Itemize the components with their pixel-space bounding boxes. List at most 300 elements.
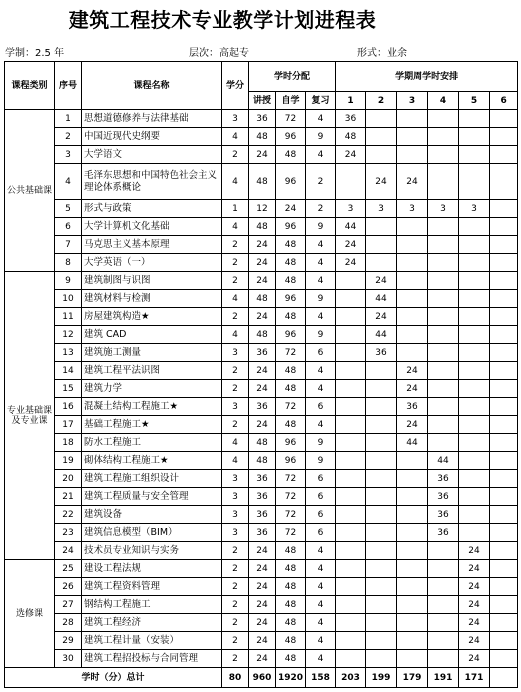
- semester-5-hours: [459, 488, 490, 506]
- course-name: 建筑工程资料管理: [82, 578, 222, 596]
- semester-3-hours: [397, 560, 428, 578]
- semester-6-hours: [490, 416, 518, 434]
- course-credit: 3: [222, 506, 249, 524]
- course-credit: 2: [222, 146, 249, 164]
- course-credit: 2: [222, 542, 249, 560]
- semester-6-hours: [490, 272, 518, 290]
- semester-1-hours: [336, 488, 366, 506]
- course-name: 建筑施工测量: [82, 344, 222, 362]
- page-title: [0, 4, 521, 33]
- semester-6-hours: [490, 380, 518, 398]
- semester-2-hours: [366, 650, 397, 668]
- review-hours: 6: [306, 344, 336, 362]
- course-credit: 2: [222, 614, 249, 632]
- lecture-hours: 24: [249, 254, 276, 272]
- semester-3-hours: [397, 146, 428, 164]
- semester-5-hours: [459, 380, 490, 398]
- table-row: [5, 650, 518, 668]
- semester-3-hours: [397, 128, 428, 146]
- course-name: 中国近现代史纲要: [82, 128, 222, 146]
- semester-6-hours: [490, 632, 518, 650]
- semester-2-hours: [366, 218, 397, 236]
- lecture-hours: 48: [249, 128, 276, 146]
- semester-4-hours: 44: [428, 452, 459, 470]
- semester-5-hours: [459, 164, 490, 200]
- self-study-hours: 96: [276, 218, 306, 236]
- review-hours: 4: [306, 380, 336, 398]
- semester-5-hours: 24: [459, 596, 490, 614]
- course-no: 22: [55, 506, 82, 524]
- review-hours: 2: [306, 164, 336, 200]
- semester-1-hours: [336, 380, 366, 398]
- table-row: [5, 128, 518, 146]
- table-row: [5, 236, 518, 254]
- total-review: 158: [306, 668, 336, 688]
- course-credit: 2: [222, 254, 249, 272]
- course-no: 18: [55, 434, 82, 452]
- lecture-hours: 12: [249, 200, 276, 218]
- course-no: 27: [55, 596, 82, 614]
- table-row: [5, 290, 518, 308]
- course-no: 23: [55, 524, 82, 542]
- review-hours: 4: [306, 416, 336, 434]
- review-hours: 6: [306, 398, 336, 416]
- review-hours: 4: [306, 110, 336, 128]
- total-semester-4: 191: [428, 668, 459, 688]
- lecture-hours: 24: [249, 362, 276, 380]
- semester-6-hours: [490, 650, 518, 668]
- semester-4-hours: [428, 578, 459, 596]
- semester-6-hours: [490, 110, 518, 128]
- self-study-hours: 72: [276, 506, 306, 524]
- course-no: 14: [55, 362, 82, 380]
- semester-6-hours: [490, 344, 518, 362]
- header-review: 复习: [306, 92, 336, 110]
- total-semester-1: 203: [336, 668, 366, 688]
- duration-label: 学制：2.5 年: [5, 48, 65, 59]
- course-no: 10: [55, 290, 82, 308]
- self-study-hours: 48: [276, 632, 306, 650]
- course-credit: 4: [222, 164, 249, 200]
- course-no: 7: [55, 236, 82, 254]
- semester-2-hours: [366, 380, 397, 398]
- course-credit: 4: [222, 326, 249, 344]
- course-name: 建筑制图与识图: [82, 272, 222, 290]
- review-hours: 6: [306, 470, 336, 488]
- lecture-hours: 48: [249, 164, 276, 200]
- header-sem-6: 6: [490, 92, 518, 110]
- semester-2-hours: [366, 434, 397, 452]
- semester-1-hours: [336, 470, 366, 488]
- table-row: [5, 326, 518, 344]
- review-hours: 4: [306, 542, 336, 560]
- semester-3-hours: [397, 614, 428, 632]
- semester-6-hours: [490, 488, 518, 506]
- semester-1-hours: [336, 542, 366, 560]
- lecture-hours: 24: [249, 380, 276, 398]
- semester-2-hours: [366, 416, 397, 434]
- semester-2-hours: [366, 560, 397, 578]
- page-title-text: 建筑工程技术专业教学计划进程表: [68, 8, 377, 32]
- semester-3-hours: [397, 632, 428, 650]
- course-name: 建筑工程质量与安全管理: [82, 488, 222, 506]
- lecture-hours: 36: [249, 506, 276, 524]
- course-credit: 3: [222, 398, 249, 416]
- total-semester-5: 171: [459, 668, 490, 688]
- review-hours: 4: [306, 560, 336, 578]
- semester-4-hours: [428, 326, 459, 344]
- table-row: [5, 434, 518, 452]
- review-hours: 9: [306, 290, 336, 308]
- semester-5-hours: [459, 236, 490, 254]
- self-study-hours: 48: [276, 308, 306, 326]
- semester-5-hours: 24: [459, 578, 490, 596]
- review-hours: 4: [306, 308, 336, 326]
- semester-6-hours: [490, 254, 518, 272]
- semester-3-hours: [397, 542, 428, 560]
- course-no: 9: [55, 272, 82, 290]
- semester-4-hours: 3: [428, 200, 459, 218]
- form-label: 形式：业余: [357, 48, 407, 59]
- semester-6-hours: [490, 578, 518, 596]
- semester-2-hours: [366, 632, 397, 650]
- semester-1-hours: [336, 398, 366, 416]
- course-credit: 2: [222, 578, 249, 596]
- course-name: 形式与政策: [82, 200, 222, 218]
- self-study-hours: 48: [276, 650, 306, 668]
- self-study-hours: 72: [276, 470, 306, 488]
- review-hours: 4: [306, 650, 336, 668]
- semester-1-hours: [336, 524, 366, 542]
- semester-1-hours: [336, 416, 366, 434]
- lecture-hours: 24: [249, 578, 276, 596]
- course-name: 技术员专业知识与实务: [82, 542, 222, 560]
- header-row: [5, 62, 518, 92]
- semester-4-hours: [428, 416, 459, 434]
- table-row: [5, 452, 518, 470]
- semester-4-hours: [428, 596, 459, 614]
- review-hours: 6: [306, 506, 336, 524]
- course-no: 30: [55, 650, 82, 668]
- course-no: 15: [55, 380, 82, 398]
- semester-5-hours: [459, 308, 490, 326]
- self-study-hours: 48: [276, 362, 306, 380]
- course-name: 防水工程施工: [82, 434, 222, 452]
- course-no: 6: [55, 218, 82, 236]
- self-study-hours: 72: [276, 344, 306, 362]
- semester-3-hours: [397, 218, 428, 236]
- semester-3-hours: [397, 596, 428, 614]
- lecture-hours: 24: [249, 650, 276, 668]
- semester-2-hours: [366, 524, 397, 542]
- self-study-hours: 96: [276, 164, 306, 200]
- table-row: [5, 164, 518, 200]
- semester-4-hours: 36: [428, 524, 459, 542]
- self-study-hours: 48: [276, 614, 306, 632]
- course-name: 建筑工程平法识图: [82, 362, 222, 380]
- teaching-plan-table: [4, 61, 518, 688]
- self-study-hours: 48: [276, 254, 306, 272]
- table-row: [5, 614, 518, 632]
- course-credit: 2: [222, 380, 249, 398]
- course-no: 2: [55, 128, 82, 146]
- review-hours: 4: [306, 362, 336, 380]
- table-row: [5, 380, 518, 398]
- semester-1-hours: 3: [336, 200, 366, 218]
- semester-4-hours: 36: [428, 506, 459, 524]
- semester-1-hours: [336, 362, 366, 380]
- semester-3-hours: [397, 326, 428, 344]
- self-study-hours: 48: [276, 542, 306, 560]
- course-no: 11: [55, 308, 82, 326]
- semester-6-hours: [490, 506, 518, 524]
- semester-2-hours: 3: [366, 200, 397, 218]
- lecture-hours: 36: [249, 110, 276, 128]
- table-row: [5, 470, 518, 488]
- header-sem-5: 5: [459, 92, 490, 110]
- semester-1-hours: [336, 614, 366, 632]
- semester-2-hours: [366, 488, 397, 506]
- self-study-hours: 48: [276, 236, 306, 254]
- semester-1-hours: [336, 560, 366, 578]
- semester-1-hours: [336, 326, 366, 344]
- course-no: 1: [55, 110, 82, 128]
- semester-4-hours: [428, 632, 459, 650]
- semester-1-hours: [336, 344, 366, 362]
- total-semester-3: 179: [397, 668, 428, 688]
- semester-5-hours: [459, 326, 490, 344]
- semester-3-hours: [397, 506, 428, 524]
- semester-2-hours: 36: [366, 344, 397, 362]
- semester-5-hours: 24: [459, 650, 490, 668]
- lecture-hours: 24: [249, 146, 276, 164]
- course-name: 建筑工程经济: [82, 614, 222, 632]
- semester-4-hours: [428, 236, 459, 254]
- semester-6-hours: [490, 308, 518, 326]
- semester-6-hours: [490, 326, 518, 344]
- semester-4-hours: [428, 380, 459, 398]
- course-credit: 4: [222, 290, 249, 308]
- course-name: 砌体结构工程施工★: [82, 452, 222, 470]
- semester-2-hours: 24: [366, 308, 397, 326]
- review-hours: 4: [306, 632, 336, 650]
- course-name: 房屋建筑构造★: [82, 308, 222, 326]
- course-credit: 3: [222, 110, 249, 128]
- semester-6-hours: [490, 434, 518, 452]
- course-credit: 4: [222, 452, 249, 470]
- semester-3-hours: [397, 290, 428, 308]
- course-no: 17: [55, 416, 82, 434]
- course-name: 建筑信息模型（BIM）: [82, 524, 222, 542]
- semester-4-hours: [428, 434, 459, 452]
- table-row: [5, 272, 518, 290]
- semester-3-hours: [397, 578, 428, 596]
- semester-1-hours: 44: [336, 218, 366, 236]
- course-name: 建设工程法规: [82, 560, 222, 578]
- semester-3-hours: [397, 254, 428, 272]
- semester-5-hours: [459, 290, 490, 308]
- semester-5-hours: [459, 344, 490, 362]
- course-no: 8: [55, 254, 82, 272]
- semester-3-hours: [397, 524, 428, 542]
- semester-2-hours: [366, 128, 397, 146]
- header-credit: 学分: [222, 62, 249, 110]
- semester-3-hours: [397, 272, 428, 290]
- review-hours: 4: [306, 254, 336, 272]
- self-study-hours: 48: [276, 272, 306, 290]
- semester-2-hours: [366, 542, 397, 560]
- total-credit: 80: [222, 668, 249, 688]
- review-hours: 9: [306, 434, 336, 452]
- semester-5-hours: [459, 416, 490, 434]
- course-name: 马克思主义基本原理: [82, 236, 222, 254]
- self-study-hours: 72: [276, 110, 306, 128]
- semester-4-hours: [428, 614, 459, 632]
- semester-1-hours: [336, 596, 366, 614]
- course-credit: 2: [222, 272, 249, 290]
- total-semester-2: 199: [366, 668, 397, 688]
- course-name: 大学英语（一）: [82, 254, 222, 272]
- course-name: 建筑设备: [82, 506, 222, 524]
- header-lecture: 讲授: [249, 92, 276, 110]
- self-study-hours: 48: [276, 380, 306, 398]
- self-study-hours: 96: [276, 434, 306, 452]
- semester-4-hours: [428, 290, 459, 308]
- category-cell: 选修课: [5, 560, 55, 668]
- semester-6-hours: [490, 218, 518, 236]
- semester-2-hours: [366, 110, 397, 128]
- semester-4-hours: [428, 128, 459, 146]
- lecture-hours: 36: [249, 344, 276, 362]
- table-row: [5, 560, 518, 578]
- lecture-hours: 48: [249, 434, 276, 452]
- self-study-hours: 72: [276, 398, 306, 416]
- review-hours: 9: [306, 326, 336, 344]
- semester-5-hours: [459, 452, 490, 470]
- semester-6-hours: [490, 398, 518, 416]
- semester-5-hours: 24: [459, 632, 490, 650]
- semester-5-hours: [459, 146, 490, 164]
- semester-2-hours: 44: [366, 326, 397, 344]
- self-study-hours: 96: [276, 452, 306, 470]
- review-hours: 4: [306, 578, 336, 596]
- semester-3-hours: 44: [397, 434, 428, 452]
- semester-6-hours: [490, 452, 518, 470]
- course-credit: 3: [222, 344, 249, 362]
- table-row: [5, 542, 518, 560]
- table-row: [5, 110, 518, 128]
- table-row: [5, 632, 518, 650]
- semester-2-hours: [366, 236, 397, 254]
- review-hours: 9: [306, 452, 336, 470]
- table-row: [5, 308, 518, 326]
- semester-4-hours: [428, 560, 459, 578]
- semester-3-hours: 24: [397, 380, 428, 398]
- self-study-hours: 48: [276, 578, 306, 596]
- course-credit: 3: [222, 524, 249, 542]
- lecture-hours: 48: [249, 290, 276, 308]
- review-hours: 4: [306, 236, 336, 254]
- semester-2-hours: [366, 470, 397, 488]
- course-no: 29: [55, 632, 82, 650]
- course-name: 建筑工程招投标与合同管理: [82, 650, 222, 668]
- semester-5-hours: [459, 524, 490, 542]
- semester-5-hours: 24: [459, 614, 490, 632]
- self-study-hours: 24: [276, 200, 306, 218]
- semester-4-hours: [428, 542, 459, 560]
- semester-5-hours: [459, 506, 490, 524]
- semester-3-hours: 24: [397, 416, 428, 434]
- course-name: 建筑工程计量（安装）: [82, 632, 222, 650]
- header-sem-4: 4: [428, 92, 459, 110]
- semester-2-hours: [366, 254, 397, 272]
- self-study-hours: 48: [276, 146, 306, 164]
- header-sem-1: 1: [336, 92, 366, 110]
- header-name: 课程名称: [82, 62, 222, 110]
- self-study-hours: 48: [276, 560, 306, 578]
- semester-2-hours: [366, 146, 397, 164]
- table-row: [5, 488, 518, 506]
- semester-3-hours: 24: [397, 362, 428, 380]
- total-lecture: 960: [249, 668, 276, 688]
- lecture-hours: 48: [249, 452, 276, 470]
- semester-1-hours: 48: [336, 128, 366, 146]
- header-self: 自学: [276, 92, 306, 110]
- semester-6-hours: [490, 290, 518, 308]
- header-sem-3: 3: [397, 92, 428, 110]
- course-credit: 2: [222, 632, 249, 650]
- lecture-hours: 24: [249, 560, 276, 578]
- semester-1-hours: [336, 452, 366, 470]
- semester-5-hours: [459, 110, 490, 128]
- course-credit: 1: [222, 200, 249, 218]
- category-cell: 公共基础课: [5, 110, 55, 272]
- course-name: 建筑力学: [82, 380, 222, 398]
- semester-6-hours: [490, 524, 518, 542]
- table-row: [5, 218, 518, 236]
- semester-4-hours: 36: [428, 488, 459, 506]
- semester-4-hours: [428, 362, 459, 380]
- semester-4-hours: [428, 308, 459, 326]
- header-category: 课程类别: [5, 62, 55, 110]
- semester-2-hours: [366, 596, 397, 614]
- semester-3-hours: 36: [397, 398, 428, 416]
- self-study-hours: 48: [276, 416, 306, 434]
- lecture-hours: 24: [249, 236, 276, 254]
- course-no: 5: [55, 200, 82, 218]
- course-no: 12: [55, 326, 82, 344]
- review-hours: 6: [306, 488, 336, 506]
- total-label: 学时（分）总计: [5, 668, 222, 688]
- lecture-hours: 24: [249, 596, 276, 614]
- course-no: 26: [55, 578, 82, 596]
- review-hours: 4: [306, 614, 336, 632]
- semester-1-hours: [336, 308, 366, 326]
- header-sem-2: 2: [366, 92, 397, 110]
- semester-3-hours: [397, 308, 428, 326]
- semester-5-hours: [459, 272, 490, 290]
- lecture-hours: 36: [249, 488, 276, 506]
- header-semesters: 学期周学时安排: [336, 62, 518, 92]
- semester-1-hours: 24: [336, 146, 366, 164]
- semester-6-hours: [490, 596, 518, 614]
- total-self: 1920: [276, 668, 306, 688]
- course-name: 建筑 CAD: [82, 326, 222, 344]
- level-label: 层次：高起专: [189, 48, 249, 59]
- course-no: 13: [55, 344, 82, 362]
- course-credit: 2: [222, 596, 249, 614]
- semester-2-hours: [366, 614, 397, 632]
